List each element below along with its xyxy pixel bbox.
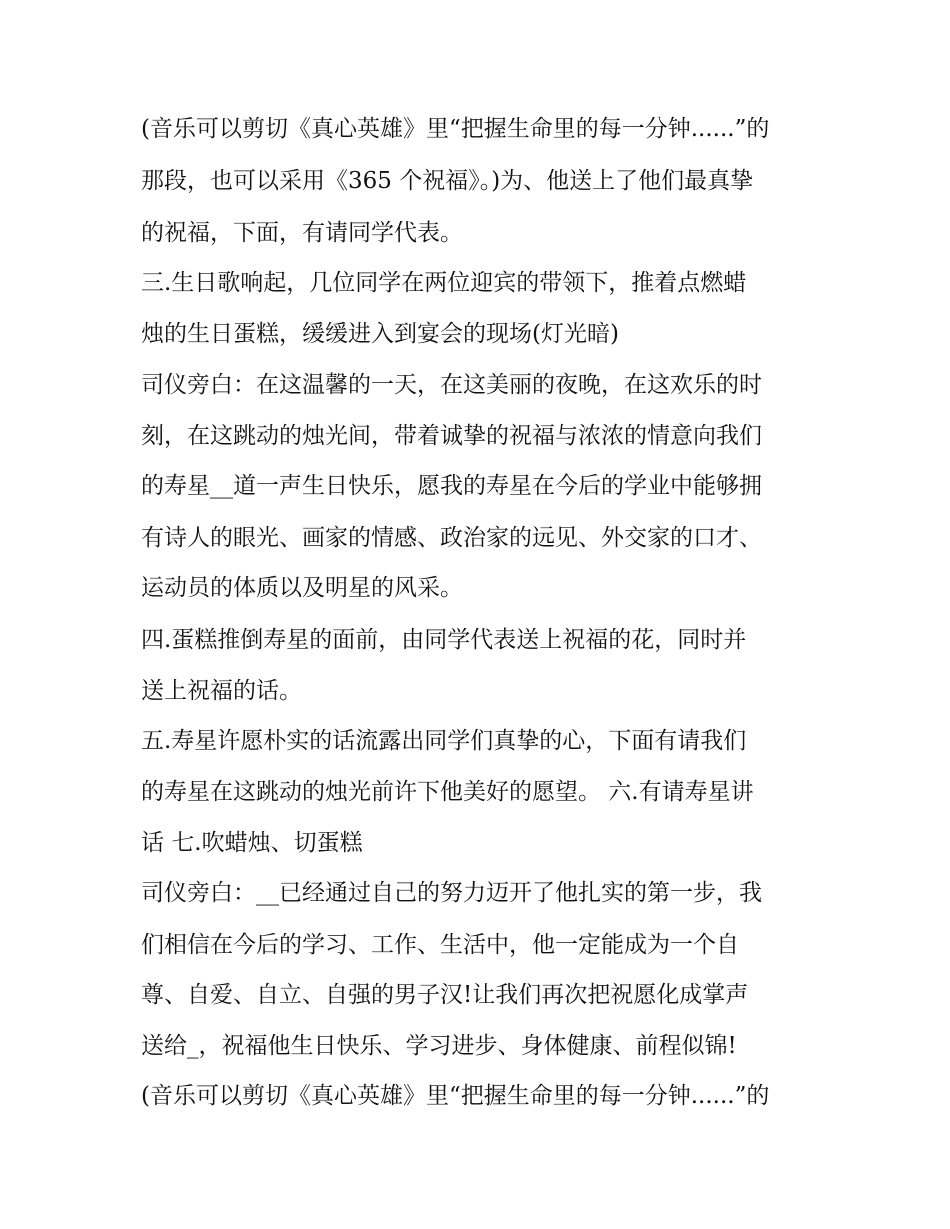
text-line: 的寿星在这跳动的烛光前许下他美好的愿望。 六.有请寿星讲: [141, 779, 754, 805]
text-line: 五.寿星许愿朴实的话流露出同学们真挚的心，下面有请我们: [141, 728, 747, 754]
text-line: (音乐可以剪切《真心英雄》里“把握生命里的每一分钟......”的: [141, 116, 770, 142]
text-line: 运动员的体质以及明星的风采。: [141, 575, 463, 601]
text-line: 有诗人的眼光、画家的情感、政治家的远见、外交家的口才、: [141, 525, 762, 551]
text-line: 刻，在这跳动的烛光间，带着诚挚的祝福与浓浓的情意向我们: [141, 423, 762, 449]
text-line: (音乐可以剪切《真心英雄》里“把握生命里的每一分钟......”的: [141, 1083, 770, 1109]
text-line: 那段，也可以采用《365 个祝福》。)为、他送上了他们最真挚: [141, 168, 754, 194]
text-line: 话 七.吹蜡烛、切蛋糕: [141, 830, 363, 856]
text-line: 司仪旁白：在这温馨的一天，在这美丽的夜晚，在这欢乐的时: [141, 372, 762, 398]
text-line: 尊、自爱、自立、自强的男子汉!让我们再次把祝愿化成掌声: [141, 982, 749, 1008]
text-line: 送给_，祝福他生日快乐、学习进步、身体健康、前程似锦!: [141, 1033, 737, 1059]
text-line: 的祝福，下面，有请同学代表。: [141, 220, 463, 246]
text-line: 们相信在今后的学习、工作、生活中，他一定能成为一个自: [141, 932, 739, 958]
text-line: 司仪旁白：__已经通过自己的努力迈开了他扎实的第一步，我: [141, 880, 762, 906]
text-line: 的寿星__道一声生日快乐，愿我的寿星在今后的学业中能够拥: [141, 473, 762, 499]
text-line: 送上祝福的话。: [141, 678, 302, 704]
text-line: 三.生日歌响起，几位同学在两位迎宾的带领下，推着点燃蜡: [141, 270, 747, 296]
text-line: 烛的生日蛋糕，缓缓进入到宴会的现场(灯光暗): [141, 321, 619, 347]
text-line: 四.蛋糕推倒寿星的面前，由同学代表送上祝福的花，同时并: [141, 627, 747, 653]
